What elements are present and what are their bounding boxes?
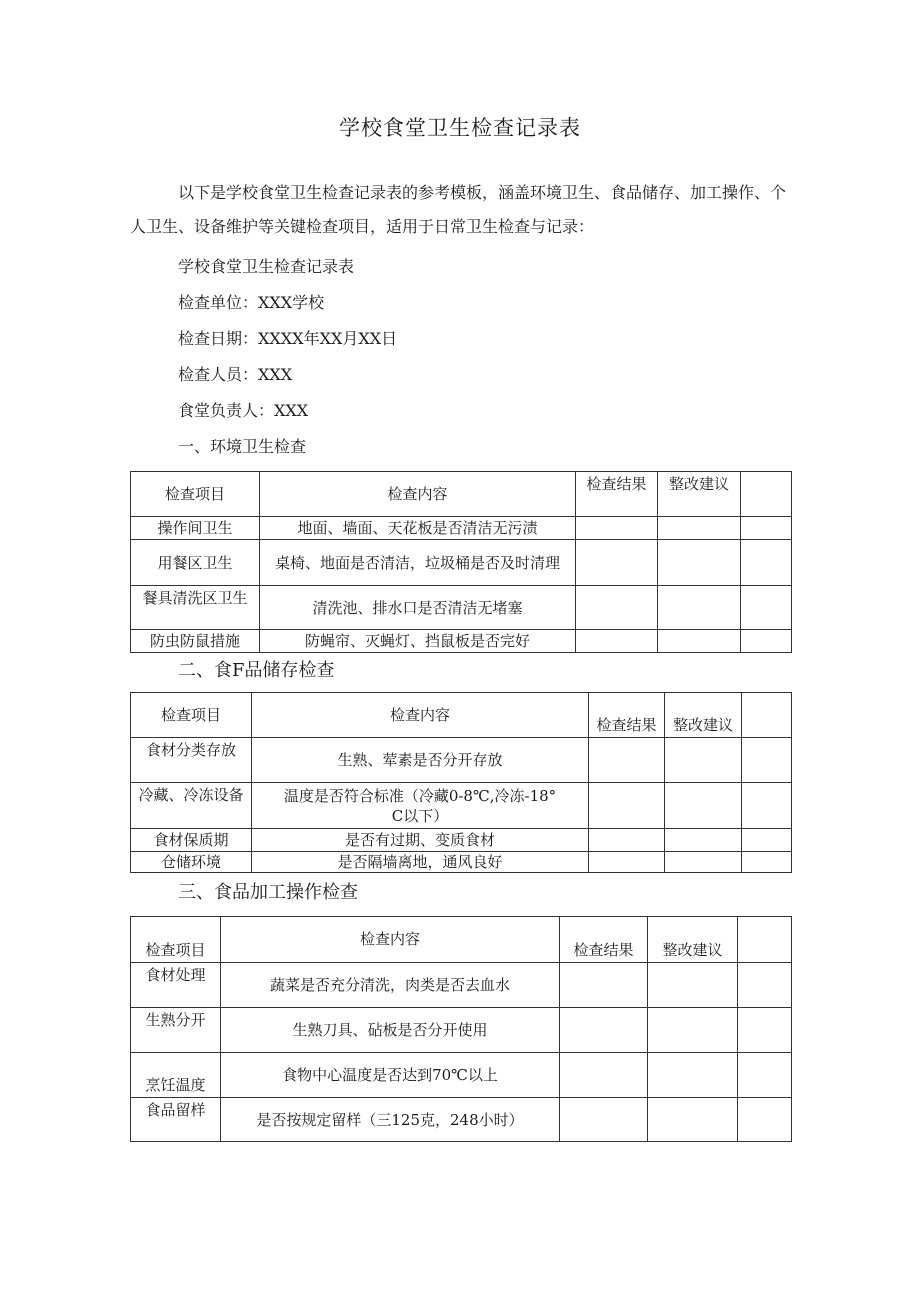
table-header-row <box>131 472 792 517</box>
table-row <box>131 517 792 540</box>
section-heading-environment: 一、环境卫生检查 <box>178 437 307 456</box>
result-cell[interactable] <box>576 630 658 653</box>
item-cell: 用餐区卫生 <box>131 540 260 586</box>
table-header-row <box>131 917 792 963</box>
header-result: 检查结果 <box>576 472 658 517</box>
blank-cell <box>738 1053 792 1098</box>
suggestion-cell[interactable] <box>665 829 742 852</box>
table-row <box>131 586 792 630</box>
header-content: 检查内容 <box>221 917 560 963</box>
result-cell[interactable] <box>560 1008 648 1053</box>
suggestion-cell[interactable] <box>658 540 741 586</box>
item-cell: 冷藏、冷冻设备 <box>131 783 252 829</box>
section-heading-storage: 二、食F品储存检查 <box>178 660 335 681</box>
environment-table <box>130 471 792 653</box>
table-row <box>131 783 792 829</box>
processing-table <box>130 916 792 1142</box>
header-blank <box>741 472 792 517</box>
header-suggestion: 整改建议 <box>648 917 738 963</box>
inspection-date: 检查日期：XXXX年XX月XX日 <box>178 329 398 348</box>
blank-cell <box>741 586 792 630</box>
table-row <box>131 1053 792 1098</box>
storage-table <box>130 692 792 873</box>
table-row <box>131 1098 792 1142</box>
table-row <box>131 540 792 586</box>
header-item: 检查项目 <box>131 917 221 963</box>
blank-cell <box>741 517 792 540</box>
canteen-manager: 食堂负责人：XXX <box>178 401 309 420</box>
item-cell: 食品留样 <box>131 1098 221 1142</box>
item-cell: 食材处理 <box>131 963 221 1008</box>
content-cell: 蔬菜是否充分清洗，肉类是否去血水 <box>221 963 560 1008</box>
result-cell[interactable] <box>560 1098 648 1142</box>
result-cell[interactable] <box>589 829 665 852</box>
content-cell: 防蝇帘、灭蝇灯、挡鼠板是否完好 <box>260 630 576 653</box>
header-item: 检查项目 <box>131 472 260 517</box>
content-cell: 生熟刀具、砧板是否分开使用 <box>221 1008 560 1053</box>
header-content: 检查内容 <box>260 472 576 517</box>
result-cell[interactable] <box>576 517 658 540</box>
suggestion-cell[interactable] <box>658 630 741 653</box>
suggestion-cell[interactable] <box>665 852 742 873</box>
result-cell[interactable] <box>576 540 658 586</box>
content-cell: 生熟、荤素是否分开存放 <box>252 738 589 783</box>
content-cell: 食物中心温度是否达到70℃以上 <box>221 1053 560 1098</box>
header-result: 检查结果 <box>589 693 665 738</box>
suggestion-cell[interactable] <box>665 783 742 829</box>
suggestion-cell[interactable] <box>648 1053 738 1098</box>
header-result: 检查结果 <box>560 917 648 963</box>
blank-cell <box>742 829 792 852</box>
item-cell: 烹饪温度 <box>131 1053 221 1098</box>
blank-cell <box>738 963 792 1008</box>
blank-cell <box>742 783 792 829</box>
suggestion-cell[interactable] <box>648 963 738 1008</box>
table-row <box>131 630 792 653</box>
blank-cell <box>741 630 792 653</box>
content-cell: 是否按规定留样（三125克，248小时） <box>221 1098 560 1142</box>
table-row <box>131 963 792 1008</box>
inspection-unit: 检查单位：XXX学校 <box>178 293 325 312</box>
result-cell[interactable] <box>576 586 658 630</box>
suggestion-cell[interactable] <box>648 1008 738 1053</box>
intro-paragraph: 以下是学校食堂卫生检查记录表的参考模板，涵盖环境卫生、食品储存、加工操作、个人卫生、设备维护等关键检查项目，适用于日常卫生检查与记录： <box>130 183 787 236</box>
content-cell: 桌椅、地面是否清洁，垃圾桶是否及时清理 <box>260 540 576 586</box>
item-cell: 生熟分开 <box>131 1008 221 1053</box>
content-cell: 地面、墙面、天花板是否清洁无污渍 <box>260 517 576 540</box>
header-suggestion: 整改建议 <box>665 693 742 738</box>
header-suggestion: 整改建议 <box>658 472 741 517</box>
content-cell: 是否有过期、变质食材 <box>252 829 589 852</box>
blank-cell <box>738 1098 792 1142</box>
blank-cell <box>738 1008 792 1053</box>
item-cell: 食材保质期 <box>131 829 252 852</box>
header-item: 检查项目 <box>131 693 252 738</box>
table-row <box>131 852 792 873</box>
header-blank <box>738 917 792 963</box>
content-cell: 清洗池、排水口是否清洁无堵塞 <box>260 586 576 630</box>
result-cell[interactable] <box>560 963 648 1008</box>
content-cell: 是否隔墙离地，通风良好 <box>252 852 589 873</box>
item-cell: 操作间卫生 <box>131 517 260 540</box>
content-cell: 温度是否符合标准（冷藏0-8℃,冷冻-18° C以下） <box>252 783 589 829</box>
suggestion-cell[interactable] <box>658 517 741 540</box>
item-cell: 仓储环境 <box>131 852 252 873</box>
result-cell[interactable] <box>560 1053 648 1098</box>
form-subtitle: 学校食堂卫生检查记录表 <box>178 257 355 276</box>
item-cell: 食材分类存放 <box>131 738 252 783</box>
table-row <box>131 1008 792 1053</box>
table-row <box>131 738 792 783</box>
inspector: 检查人员：XXX <box>178 365 293 384</box>
result-cell[interactable] <box>589 783 665 829</box>
suggestion-cell[interactable] <box>658 586 741 630</box>
item-cell: 餐具清洗区卫生 <box>131 586 260 630</box>
document-title: 学校食堂卫生检查记录表 <box>339 116 581 140</box>
table-header-row <box>131 693 792 738</box>
blank-cell <box>742 852 792 873</box>
section-heading-processing: 三、食品加工操作检查 <box>178 882 358 903</box>
result-cell[interactable] <box>589 852 665 873</box>
table-row <box>131 829 792 852</box>
header-blank <box>742 693 792 738</box>
result-cell[interactable] <box>589 738 665 783</box>
item-cell: 防虫防鼠措施 <box>131 630 260 653</box>
suggestion-cell[interactable] <box>665 738 742 783</box>
blank-cell <box>741 540 792 586</box>
header-content: 检查内容 <box>252 693 589 738</box>
blank-cell <box>742 738 792 783</box>
suggestion-cell[interactable] <box>648 1098 738 1142</box>
